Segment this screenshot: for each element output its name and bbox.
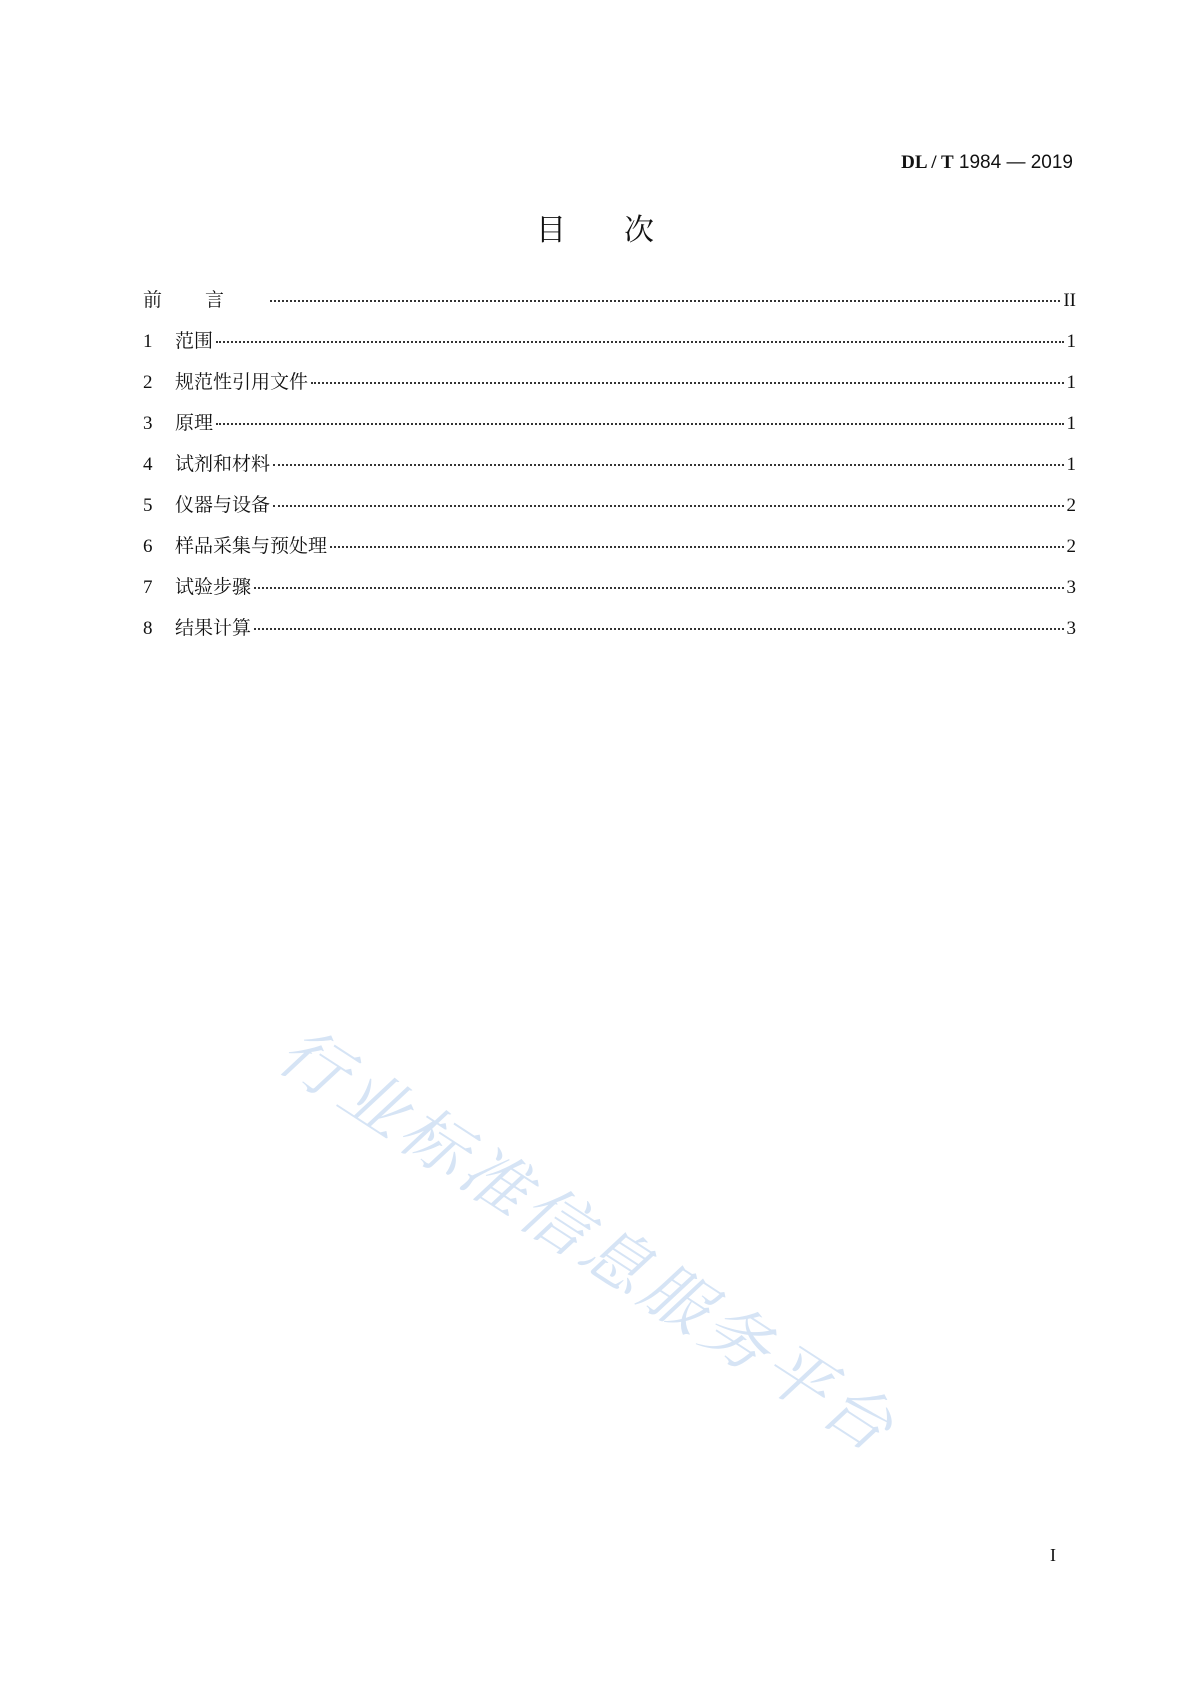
toc-entry-page: 2 bbox=[1066, 495, 1076, 516]
toc-entry-page: 1 bbox=[1066, 454, 1076, 475]
toc-entry-page: 2 bbox=[1066, 536, 1076, 557]
toc-entry-number: 4 bbox=[143, 454, 153, 475]
standard-code-prefix: DL / T bbox=[901, 152, 954, 173]
standard-code-number: 1984 — 2019 bbox=[953, 152, 1073, 173]
toc-entry-number: 6 bbox=[143, 536, 153, 557]
toc-entry-number: 5 bbox=[143, 495, 153, 516]
toc-entry-label: 试验步骤 bbox=[175, 576, 252, 598]
toc-entry-label: 仪器与设备 bbox=[175, 494, 271, 516]
toc-entry-3[interactable] bbox=[143, 408, 1076, 449]
toc-entry-number: 1 bbox=[143, 331, 153, 352]
toc-leader-dots bbox=[254, 587, 1063, 589]
toc-entry-4[interactable] bbox=[143, 449, 1076, 490]
watermark: 行业标准信息服务平台 bbox=[264, 1012, 911, 1470]
toc-leader-dots bbox=[311, 382, 1063, 384]
toc-entry-number: 2 bbox=[143, 372, 153, 393]
toc-leader-dots bbox=[216, 341, 1063, 343]
toc-entry-label: 原理 bbox=[175, 412, 214, 434]
toc-entry-label: 规范性引用文件 bbox=[175, 371, 309, 393]
table-of-contents bbox=[143, 285, 1076, 654]
toc-entry-page: 1 bbox=[1066, 413, 1076, 434]
toc-entry-number: 8 bbox=[143, 618, 153, 639]
toc-leader-dots bbox=[216, 423, 1063, 425]
toc-leader-dots bbox=[270, 300, 1060, 302]
toc-entry-7[interactable] bbox=[143, 572, 1076, 613]
page-number: I bbox=[1050, 1545, 1056, 1565]
toc-leader-dots bbox=[254, 628, 1063, 630]
toc-entry-number: 7 bbox=[143, 577, 153, 598]
toc-entry-2[interactable] bbox=[143, 367, 1076, 408]
standard-code bbox=[901, 152, 1073, 174]
toc-entry-page: 1 bbox=[1066, 372, 1076, 393]
toc-entry-page: 1 bbox=[1066, 331, 1076, 352]
toc-entry-6[interactable] bbox=[143, 531, 1076, 572]
toc-entry-page: 3 bbox=[1066, 618, 1076, 639]
toc-entry-label: 试剂和材料 bbox=[175, 453, 271, 475]
toc-title: 目次 bbox=[536, 213, 712, 248]
toc-entry-label: 结果计算 bbox=[175, 617, 252, 639]
toc-entry-8[interactable] bbox=[143, 613, 1076, 654]
toc-entry-label: 样品采集与预处理 bbox=[175, 535, 328, 557]
toc-leader-dots bbox=[273, 464, 1063, 466]
toc-entry-page: 3 bbox=[1066, 577, 1076, 598]
toc-entry-label: 范围 bbox=[175, 330, 214, 352]
toc-entry-page: II bbox=[1063, 290, 1076, 311]
toc-entry-1[interactable] bbox=[143, 326, 1076, 367]
toc-leader-dots bbox=[273, 505, 1063, 507]
toc-entry-foreword[interactable] bbox=[143, 285, 1076, 326]
toc-entry-number: 3 bbox=[143, 413, 153, 434]
toc-leader-dots bbox=[330, 546, 1063, 548]
toc-entry-5[interactable] bbox=[143, 490, 1076, 531]
toc-entry-label: 前言 bbox=[143, 289, 268, 311]
